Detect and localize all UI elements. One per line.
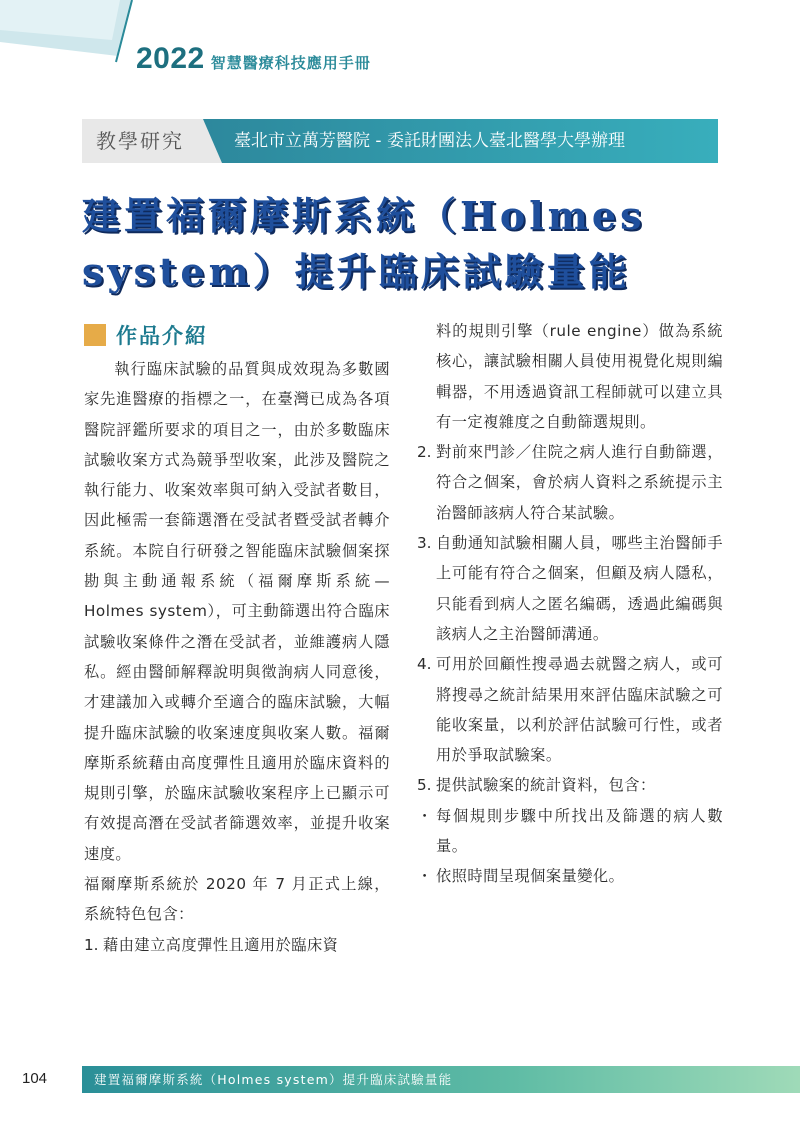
feature-item-text: 自動通知試驗相關人員，哪些主治醫師手上可能有符合之個案，但顧及病人隱私，只能看到病人之匿名編碼，透過此編碼與該病人之主治醫師溝通。 bbox=[436, 534, 723, 643]
left-column bbox=[84, 354, 390, 960]
organization-label: 臺北市立萬芳醫院 - 委託財團法人臺北醫學大學辦理 bbox=[234, 131, 625, 151]
category-banner bbox=[82, 119, 718, 163]
feature-item-1-continued: 料的規則引擎（rule engine）做為系統核心，讓試驗相關人員使用視覺化規則編輯器，不用透過資訊工程師就可以建立具有一定複雜度之自動篩選規則。 bbox=[436, 322, 723, 431]
feature-item-4 bbox=[417, 649, 723, 770]
bullet-mark: ・ bbox=[417, 806, 433, 825]
bullet-text: 依照時間呈現個案量變化。 bbox=[436, 867, 625, 886]
feature-item-number: 1. bbox=[84, 935, 99, 954]
section-heading-text: 作品介紹 bbox=[116, 324, 208, 348]
category-label: 教學研究 bbox=[96, 129, 184, 153]
bullet-item bbox=[417, 861, 723, 891]
bullet-mark: ・ bbox=[417, 867, 433, 886]
feature-item-text: 提供試驗案的統計資料，包含： bbox=[436, 776, 656, 795]
bullet-text: 每個規則步驟中所找出及篩選的病人數量。 bbox=[436, 806, 723, 856]
feature-item-2 bbox=[417, 437, 723, 528]
heading-marker-square bbox=[84, 324, 106, 346]
feature-item-1 bbox=[84, 930, 390, 960]
handbook-subtitle: 智慧醫療科技應用手冊 bbox=[210, 54, 371, 72]
features-intro: 福爾摩斯系統於 2020 年 7 月正式上線，系統特色包含： bbox=[84, 875, 390, 924]
intro-paragraph: 執行臨床試驗的品質與成效現為多數國家先進醫療的指標之一，在臺灣已成為各項醫院評鑑所要求的項目之一，由於多數臨床試驗收案方式為競爭型收案，此涉及醫院之執行能力、收案效率與可納入受試者數目，因此極需一套篩選潛在受試者暨受試者轉介系統。本院自行研發之智能臨床試驗個案探勘與主動通報系統（福爾摩斯系統— Holmes system），可主動篩選出符合臨床試驗收案條件之潛在受試者，並維護病人隱私。經由醫師解釋說明與徵詢病人同意後，才建議加入或轉介至適合的臨床試驗，大幅提升臨床試驗的收案速度與收案人數。福爾摩斯系統藉由高度彈性且適用於臨床資料的規則引擎，於臨床試驗收案程序上已顯示可有效提高潛在受試者篩選效率，並提升收案速度。 bbox=[84, 360, 390, 863]
page-number: 104 bbox=[22, 1070, 48, 1087]
feature-item-number: 2. bbox=[417, 443, 432, 462]
feature-item-number: 5. bbox=[417, 776, 432, 795]
footer-running-title: 建置福爾摩斯系統（Holmes system）提升臨床試驗量能 bbox=[94, 1072, 453, 1087]
feature-item-3 bbox=[417, 528, 723, 649]
handbook-year: 2022 bbox=[136, 42, 205, 75]
feature-item-number: 4. bbox=[417, 655, 432, 674]
handbook-header bbox=[136, 42, 371, 76]
right-column bbox=[417, 316, 723, 892]
feature-item-text: 對前來門診／住院之病人進行自動篩選，符合之個案，會於病人資料之系統提示主治醫師該病人符合某試驗。 bbox=[436, 443, 723, 522]
feature-item-5 bbox=[417, 770, 723, 800]
bullet-item bbox=[417, 801, 723, 862]
feature-item-text: 藉由建立高度彈性且適用於臨床資 bbox=[103, 935, 339, 954]
section-heading bbox=[84, 320, 208, 350]
feature-item-number: 3. bbox=[417, 534, 432, 553]
article-title: 建置福爾摩斯系統（Holmes system）提升臨床試驗量能 bbox=[82, 193, 646, 294]
corner-decoration bbox=[0, 0, 140, 70]
feature-item-text: 可用於回顧性搜尋過去就醫之病人，或可將搜尋之統計結果用來評估臨床試驗之可能收案量，以利於評估試驗可行性，或者用於爭取試驗案。 bbox=[436, 655, 723, 765]
footer-bar bbox=[82, 1066, 800, 1093]
